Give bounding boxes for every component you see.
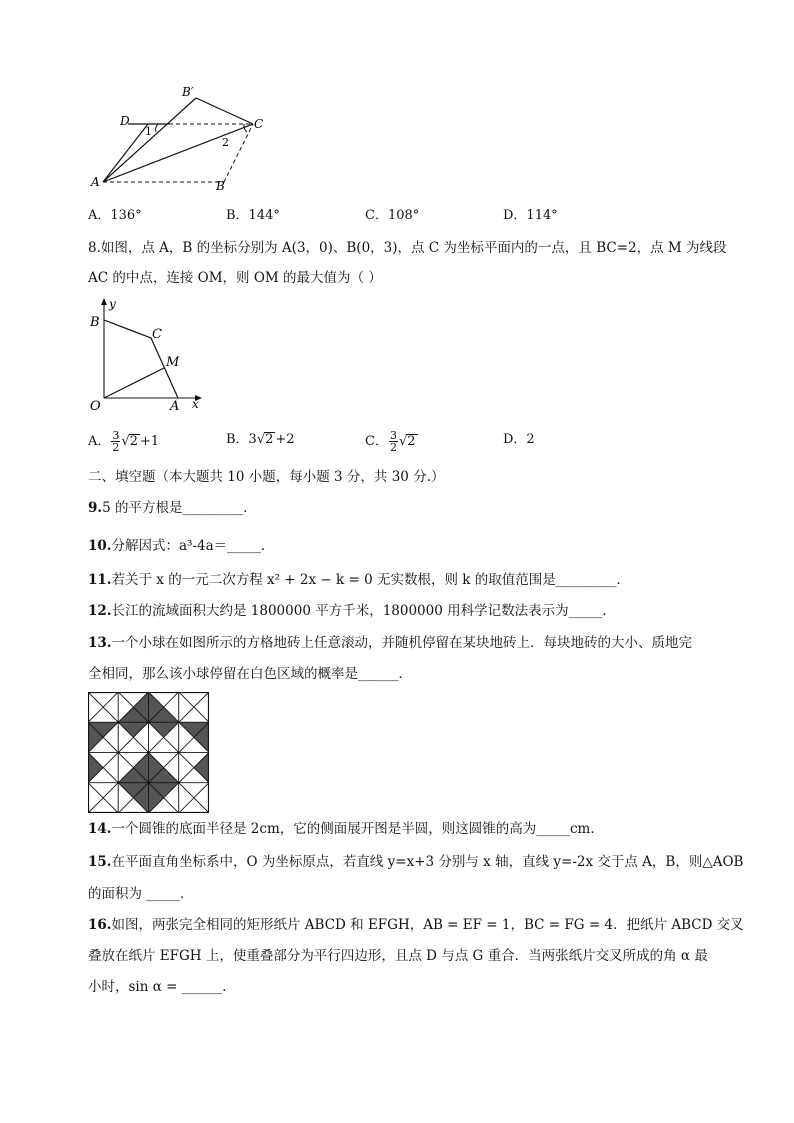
q8-option-c-fraction (389, 430, 398, 453)
q7-option-a: A．136° (88, 208, 142, 223)
q14-text: 一个圆锥的底面半径是 2cm，它的侧面展开图是半圆，则这圆锥的高为_____cm． (111, 821, 604, 837)
q16-text-line2: 叠放在纸片 EFGH 上，使重叠部分为平行四边形，且点 D 与点 G 重合．当两张纸片交叉所成的角 α 最 (88, 948, 708, 964)
q8-label-c: C (152, 327, 162, 342)
q12-number: 12. (88, 603, 112, 619)
q8-label-b: B (90, 315, 100, 330)
q8-figure (86, 296, 206, 414)
q16-text-line1: 如图，两张完全相同的矩形纸片 ABCD 和 EFGH，AB = EF = 1，BC = FG = 4．把纸片 ABCD 交叉 (111, 917, 744, 933)
q8-label-m: M (166, 355, 180, 370)
q8-label-x: x (192, 397, 199, 411)
q7-label-d: D (120, 114, 130, 128)
q10-text: 分解因式：a³-4a＝_____． (111, 538, 275, 554)
q8-option-c-prefix: C． (365, 434, 388, 449)
q8-option-b-prefix: B．3 (226, 432, 257, 447)
q16-line1 (88, 915, 744, 935)
q8-option-a: A． $\frac{3}{2}$ √2 +1 (88, 429, 160, 454)
q9-text: 5 的平方根是_________． (102, 500, 257, 516)
q8-option-c-rad: 2 (407, 434, 416, 449)
q13-text-line2: 全相同，那么该小球停留在白色区域的概率是______． (88, 666, 412, 682)
q8-option-a-prefix: A． (88, 434, 111, 449)
q7-figure (88, 84, 278, 196)
q7-label-a: A (91, 175, 100, 189)
q12-text: 长江的流域面积大约是 1800000 平方千米，1800000 用科学记数法表示为_____． (111, 603, 616, 619)
q9 (88, 498, 257, 518)
q10 (88, 536, 274, 556)
q8-option-b: B．3√2 +2 (226, 432, 295, 447)
q15-line1 (88, 852, 743, 872)
q7-label-b: B (216, 179, 225, 193)
q8-option-a-num: 3 (112, 429, 120, 442)
q9-number: 9. (88, 500, 103, 516)
q7-label-c: C (254, 117, 264, 131)
q16-text-line3: 小时，sin α = ______． (88, 979, 236, 995)
q8-option-b-rad: 2 (265, 432, 274, 447)
q8-option-b-tail: +2 (275, 432, 295, 447)
q7-option-c: C．108° (365, 208, 420, 223)
q8-label-a: A (170, 399, 180, 414)
q14 (88, 819, 604, 839)
q15-text-line1: 在平面直角坐标系中，O 为坐标原点，若直线 y=x+3 分别与 x 轴，直线 y=-2x 交于点 A，B，则△AOB (111, 854, 744, 870)
section-2-heading: 二、填空题（本大题共 10 小题，每小题 3 分，共 30 分.） (88, 469, 445, 485)
q11-text: 若关于 x 的一元二次方程 x² + 2x − k = 0 无实数根，则 k 的取值范围是_________． (111, 572, 630, 588)
q11-number: 11. (88, 572, 112, 588)
q15-text-line2: 的面积为 _____． (88, 886, 194, 902)
q8-text-line1: 8.如图，点 A，B 的坐标分别为 A(3，0)、B(0，3)，点 C 为坐标平面内的一点，且 BC=2，点 M 为线段 (88, 240, 727, 256)
q8-option-a-den: 2 (112, 441, 120, 454)
q12 (88, 601, 616, 621)
q8-label-y: y (109, 297, 116, 311)
q7-label-bprime: B′ (182, 85, 194, 99)
q10-number: 10. (88, 538, 112, 554)
q7-option-d: D．114° (503, 208, 558, 223)
q13-number: 13. (88, 635, 112, 651)
q7-label-2: 2 (222, 136, 229, 149)
q15-number: 15. (88, 854, 112, 870)
q13-tile-figure (88, 692, 209, 813)
q8-label-o: O (90, 399, 101, 414)
q14-number: 14. (88, 821, 112, 837)
q11 (88, 570, 630, 590)
q8-option-a-tail: +1 (139, 434, 160, 449)
q7-option-b: B．144° (226, 208, 280, 223)
q13-line1 (88, 633, 692, 653)
q8-option-a-rad: 2 (129, 434, 138, 449)
q8-option-d: D．2 (503, 432, 535, 447)
q13-text-line1: 一个小球在如图所示的方格地砖上任意滚动，并随机停留在某块地砖上．每块地砖的大小、质地完 (111, 635, 692, 651)
q8-option-c-num: 3 (389, 429, 397, 442)
q8-text-line2: AC 的中点，连接 OM，则 OM 的最大值为（ ） (88, 270, 382, 286)
q8-option-a-fraction (111, 430, 120, 453)
q8-option-c-den: 2 (389, 441, 397, 454)
q8-option-c: C． $\frac{3}{2}$ √2 (365, 429, 416, 454)
q7-label-1: 1 (145, 125, 152, 138)
q16-number: 16. (88, 917, 112, 933)
